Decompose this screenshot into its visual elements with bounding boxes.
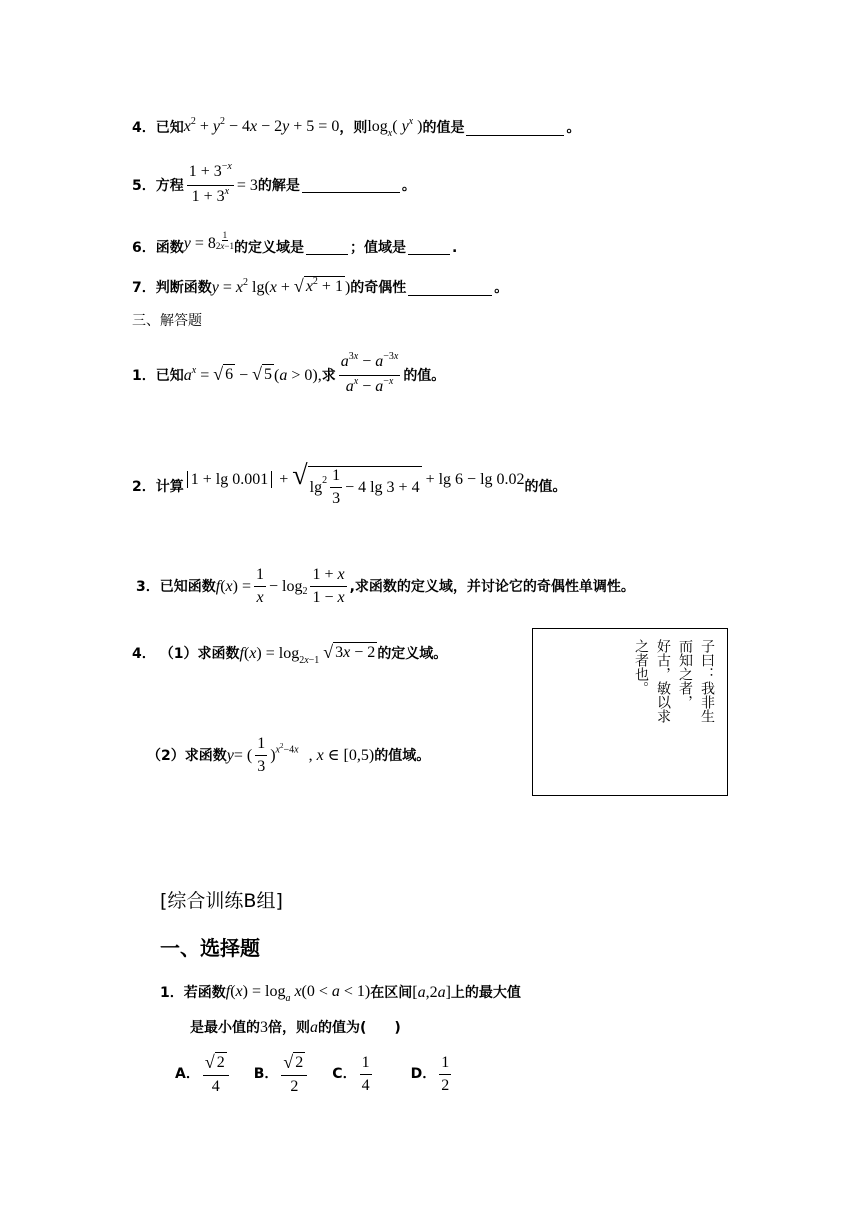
quote-column-1: 子曰：我非生 bbox=[699, 639, 715, 723]
choice-a-label[interactable]: A． bbox=[175, 1066, 200, 1082]
choice-d-value[interactable]: $\frac{1}{2}$ bbox=[441, 1053, 450, 1094]
answer-blank[interactable] bbox=[466, 121, 564, 136]
choice-b-value[interactable]: √ 2 2 bbox=[281, 1052, 307, 1096]
fill-blank-question-7: 7． 判断函数 $y = x^2$ lg(x + √ $x^2 + 1$ ) 的奇偶性 。 bbox=[132, 276, 508, 300]
fill-blank-question-6: 6． 函数 y = 8 $\frac{1}{2x-1}$ 的定义域是 ；值域是 . bbox=[132, 234, 457, 261]
equation: $x^2 + y^2 - 4x - 2y + 5 = 0$ bbox=[183, 116, 340, 135]
target-fraction: $\frac{a^{3x} - a^{-3x}}{a^x - a^{-x}}$ bbox=[340, 351, 399, 395]
interval: [a,2a] bbox=[412, 984, 451, 1001]
choice-row bbox=[175, 1052, 454, 1096]
answer-blank[interactable] bbox=[408, 281, 492, 296]
section-heading: 三、解答题 bbox=[132, 313, 202, 329]
fill-blank-question-4: 4． 已知 $x^2 + y^2 - 4x - 2y + 5 = 0$ ，则 $\log_x$( $y^x$ ) 的值是 。 bbox=[132, 116, 581, 139]
problem-4-part-2: （2）求函数 y = ( $\frac{1}{3}$ ) $x^2-4x$ , x ∈ [0,5) 的值域。 bbox=[147, 735, 431, 775]
quote-box bbox=[532, 628, 728, 796]
function-expression: y = 8 $\frac{1}{2x-1}$ bbox=[183, 230, 234, 252]
domain-blank[interactable] bbox=[306, 240, 348, 255]
quote-column-4: 之者也。 bbox=[633, 639, 649, 695]
group-b-heading: [综合训练B组] bbox=[160, 890, 283, 912]
function-expression: $f(x) = \log_a x(0 < a < 1)$ bbox=[225, 983, 371, 1004]
choice-question-1: 1． 若函数 $f(x) = \log_a x(0 < a < 1)$ 在区间 [a,2a] 上的最大值 bbox=[160, 983, 521, 1004]
answer-blank[interactable] bbox=[302, 178, 400, 193]
problem-2: 2． 计算 1 + lg 0.001 + √ lg 2 $\frac{1}{3}$ − 4 lg 3 + 4 + lg 6 − lg 0.02 的值。 bbox=[132, 460, 567, 507]
quote-column-3: 好古，敏以求 bbox=[655, 639, 671, 723]
interval: , x ∈ [0,5) bbox=[308, 746, 375, 764]
range-blank[interactable] bbox=[408, 240, 450, 255]
problem-1: 1． 已知 $a^x$ = √ 6 − √ 5 (a > 0), 求 $\frac{a^{3x} - a^{-3x}}{a^x - a^{-x}}$ 的值。 bbox=[132, 353, 445, 398]
equation-fraction: $\frac{1 + 3^{-x}}{1 + 3^x}$ bbox=[188, 161, 232, 205]
section-heading: 一、选择题 bbox=[160, 936, 260, 960]
question-number: 4． bbox=[132, 120, 156, 136]
condition: $a^x$ = √ 6 − √ 5 (a > 0), bbox=[183, 363, 322, 384]
choice-c-label[interactable]: C． bbox=[332, 1066, 357, 1082]
choice-a-value[interactable]: √ 2 4 bbox=[203, 1052, 229, 1096]
choice-d-label[interactable]: D． bbox=[410, 1066, 437, 1082]
function-expression: $y = x^2$ lg(x + √ $x^2 + 1$ ) bbox=[212, 276, 351, 300]
problem-4-part-1: 4． （1）求函数 $f(x) = \log_{2x-1}$ √ 3x − 2 的定义域。 bbox=[132, 642, 448, 666]
choice-question-1-line-2: 是最小值的 3 倍，则 a 的值为( ) bbox=[190, 1019, 401, 1036]
fill-blank-question-5: 5． 方程 $\frac{1 + 3^{-x}}{1 + 3^x}$ = 3 的解是 。 bbox=[132, 163, 416, 208]
function-expression: f ( x ) = $\frac{1}{x}$ − log 2 $\frac{1 + x}{1 - x}$ bbox=[215, 566, 345, 606]
choice-c-value[interactable]: $\frac{1}{4}$ bbox=[361, 1053, 370, 1094]
choice-b-label[interactable]: B． bbox=[253, 1066, 279, 1082]
log-expression: $\log_x$( $y^x$ ) bbox=[367, 116, 423, 139]
expression: 1 + lg 0.001 + √ lg 2 $\frac{1}{3}$ − 4 lg 3 + 4 + lg 6 − lg 0.02 bbox=[184, 466, 525, 508]
function-expression: $f(x) = \log_{2x-1}$ √ 3x − 2 bbox=[239, 642, 376, 666]
quote-column-2: 而知之者， bbox=[677, 639, 693, 709]
function-expression: y = ( $\frac{1}{3}$ ) $x^2-4x$ bbox=[226, 735, 299, 775]
problem-3: 3． 已知函数 f ( x ) = $\frac{1}{x}$ − log 2 $\frac{1 + x}{1 - x}$ ,求函数的定义域，并讨论它的奇偶性单调性。 bbox=[136, 566, 635, 606]
